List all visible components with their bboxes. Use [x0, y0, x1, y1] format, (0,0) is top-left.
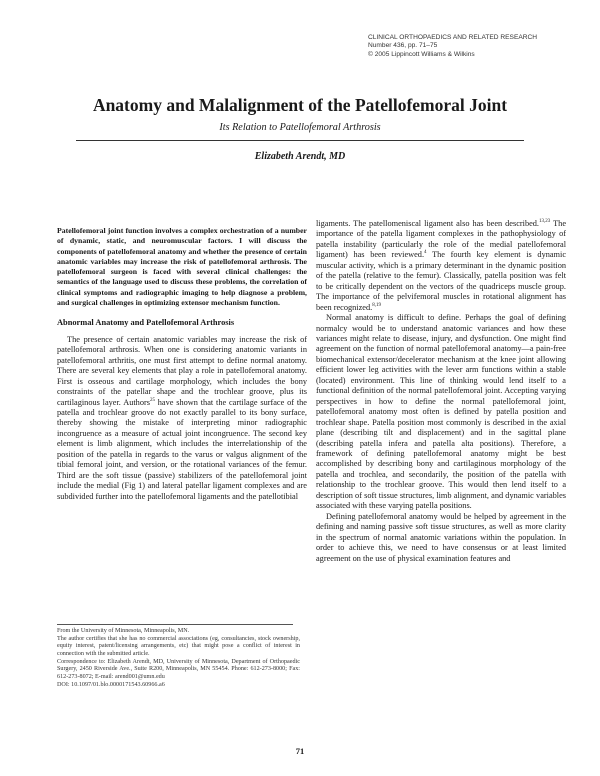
page-number: 71 — [295, 746, 305, 756]
citation: 13,23 — [539, 219, 551, 225]
left-column — [57, 226, 307, 502]
affiliation-note: From the University of Minnesota, Minneapolis, MN. — [57, 628, 190, 634]
abstract: Patellofemoral joint function involves a complex orchestration of a number of dynamic, static, and neuromuscular factors. I will discuss the components of patellofemoral anatomy and whether the presence of certain anatomic variables may increase the risk of patellofemoral arthrosis. The patellofemoral surgeon is faced with several clinical challenges: the semantics of the language used to discuss these problems, the correlation of clinical symptoms and radiographic imaging to help diagnose a problem, and surgical challenges in optimizing extensor mechanism function. — [57, 226, 307, 308]
body-paragraph: Normal anatomy is difficult to define. Perhaps the goal of defining normalcy would be to understand anatomic variances and how these variances might relate to disease, injury, and dysfunction. One might find agreement on the function of normal patellofemoral anatomy—a pain-free biomechanical extensor/decelerator mechanism at the knee joint allowing efficient lower leg activities with the lever arm functions within a stable (located) environment. This line of thinking would lend itself to a functional definition of the normal patellofemoral joint. Accepting varying perspectives in how to define the normal patellofemoral joint, patellofemoral anatomy most often is defined by patella position and trochlear shape. Patella position most commonly is described in the axial plane (describing tilt and displacement) and in the sagittal plane (describing patella infera and patella alta positions). Therefore, a framework of defining patellofemoral anatomy might be best accomplished by describing bony and cartilaginous morphology of the patella and trochlea, and secondarily, the position of the patella with relationship to the trochlear groove. This would then lend itself to a description of soft tissue structures, limb alignment, and dynamic variables associated with these varying patella positions. — [316, 313, 566, 511]
citation: 8,19 — [372, 302, 381, 308]
author-name: Elizabeth Arendt, MD — [254, 151, 346, 162]
right-column — [316, 219, 566, 564]
section-heading: Abnormal Anatomy and Patellofemoral Arthrosis — [57, 318, 235, 328]
footnote-divider — [57, 624, 293, 625]
correspondence-note: Correspondence to: Elizabeth Arendt, MD, University of Minnesota, Department of Orthopaedic Surgery, 2450 Riverside Ave., Suite R200, Minneapolis, MN 55454. Phone: 612-273-8000; Fax: 612-273-8072; E-mail: arend001@umn.edu — [57, 658, 300, 680]
conflict-statement: The author certifies that she has no commercial associations (eg, consultancies, stock ownership, equity interest, patent/licensing arrangements, etc) that might pose a conflict of interest in connection with the submitted article. — [57, 635, 300, 657]
citation: 4 — [424, 250, 427, 256]
body-paragraph: Defining patellofemoral anatomy would be helped by agreement in the defining and naming passive soft tissue structures, as well as more clarity in the spectrum of normal anatomic variations within the population. In order to achieve this, we need to have consensus or at least limited agreement on the use of physical examination features and — [316, 511, 566, 563]
body-paragraph: ligaments. The patellomeniscal ligament also has been described.$^{13,23}$ The importance of the patella ligament complexes in the pathophysiology of patella instability (particularly the role of the medial patellofemoral ligament) has been reviewed.$^4$ The fourth key element is dynamic muscular activity, which is a primary determinant in the dynamic position of the patella (relative to the femur). Classically, patella position was felt to be critically dependent on the vectors of the quadriceps muscle group. The importance of the pelvifemoral muscles in rotational alignment has been recognized.$^{8,19}$ — [316, 219, 566, 312]
doi-line: DOI: 10.1097/01.blo.0000171543.60966.a6 — [57, 681, 165, 688]
body-paragraph: The presence of certain anatomic variables may increase the risk of patellofemoral arthrosis. When one is considering anatomic variants in patellofemoral arthritis, one must first attempt to define normal anatomy. There are several key elements that play a role in patellofemoral anatomy. First is osseous and cartilage morphology, which includes the bony constraints of the patellar shape and the trochlear groove, plus its cartilaginous layer. Authors$^{25}$ have shown that the cartilage surface of the patella and trochlear groove do not exactly parallel to its bony surface, thereby showing the mistake of interpreting minor radiographic incongruence as a measure of actual joint incongruence. The second key element is limb alignment, which includes the interrelationship of the position of the patella in regards to the varus or valgus alignment of the tibial femoral joint, and version, or the rotational variances of the femur. Third are the soft tissue (passive) stabilizers of the patellofemoral joint include the medial (Fig 1) and lateral patellar ligament complexes and are subdivided further into the patellofemoral ligaments and the patellotibial — [57, 334, 307, 501]
article-subtitle: Its Relation to Patellofemoral Arthrosis — [219, 122, 381, 133]
citation: 25 — [149, 397, 155, 403]
article-title: Anatomy and Malalignment of the Patellofemoral Joint — [92, 95, 508, 115]
footnotes — [57, 628, 300, 689]
copyright-line: © 2005 Lippincott Williams & Wilkins — [368, 50, 475, 58]
title-divider — [76, 140, 524, 141]
issue-pages: Number 436, pp. 71–75 — [368, 42, 438, 50]
journal-name: CLINICAL ORTHOPAEDICS AND RELATED RESEARCH — [368, 34, 538, 41]
journal-header — [368, 34, 568, 59]
